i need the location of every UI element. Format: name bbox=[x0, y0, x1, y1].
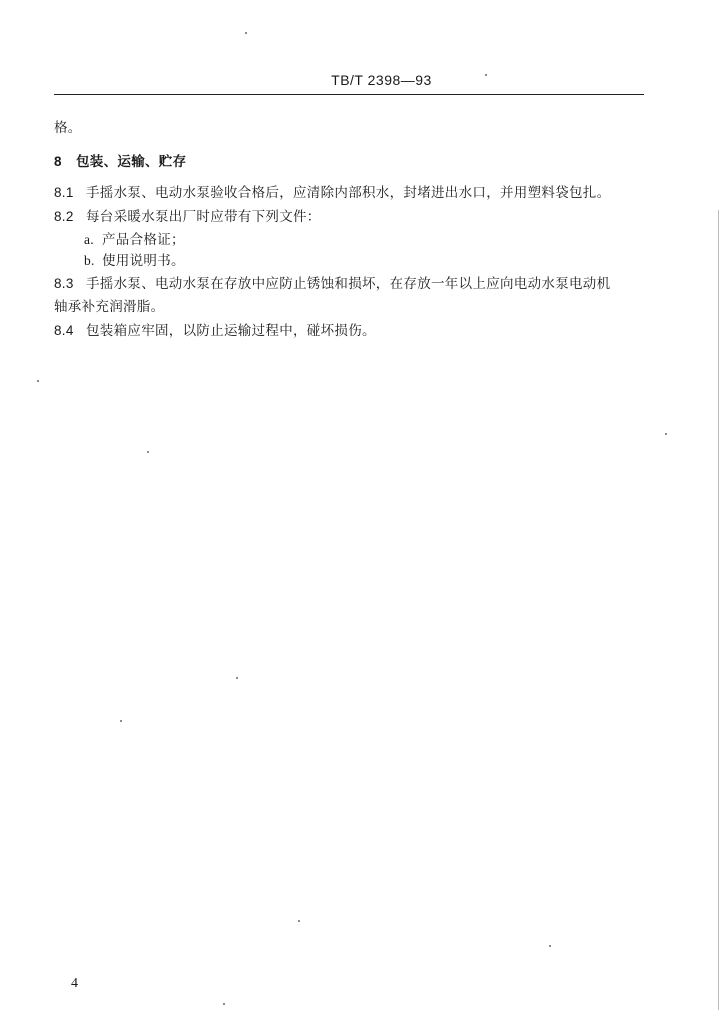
scan-speck bbox=[236, 677, 238, 679]
clause-text: 手摇水泵、电动水泵验收合格后，应清除内部积水，封堵进出水口，并用塑料袋包扎。 bbox=[86, 185, 611, 201]
standard-code: TB/T 2398—93 bbox=[331, 72, 432, 88]
clause-8-3 bbox=[54, 272, 610, 292]
clause-text: 手摇水泵、电动水泵在存放中应防止锈蚀和损坏，在存放一年以上应向电动水泵电动机 bbox=[86, 276, 611, 292]
scan-edge-line bbox=[718, 210, 719, 1010]
scan-speck bbox=[37, 380, 39, 382]
clause-number: 8.3 bbox=[54, 276, 74, 291]
section-heading bbox=[54, 150, 186, 170]
header-rule bbox=[54, 94, 644, 95]
scan-speck bbox=[245, 32, 247, 34]
list-item-text: 产品合格证； bbox=[102, 232, 185, 248]
clause-8-3-continuation: 轴承补充润滑脂。 bbox=[54, 299, 165, 315]
list-item-letter: a. bbox=[84, 232, 94, 247]
section-title: 包装、运输、贮存 bbox=[76, 154, 187, 170]
scan-speck bbox=[485, 74, 487, 76]
clause-number: 8.2 bbox=[54, 209, 74, 224]
clause-number: 8.4 bbox=[54, 323, 74, 338]
page-number: 4 bbox=[71, 976, 78, 991]
scan-speck bbox=[298, 920, 300, 922]
clause-number: 8.1 bbox=[54, 185, 74, 200]
carry-over-text: 格。 bbox=[54, 120, 82, 136]
list-item-letter: b. bbox=[84, 253, 95, 268]
scan-speck bbox=[549, 945, 551, 947]
list-item-text: 使用说明书。 bbox=[102, 253, 185, 269]
clause-8-1 bbox=[54, 181, 610, 201]
clause-8-4 bbox=[54, 319, 376, 339]
clause-text: 每台采暖水泵出厂时应带有下列文件： bbox=[86, 209, 321, 225]
list-item-a bbox=[84, 228, 185, 248]
scan-speck bbox=[665, 433, 667, 435]
clause-8-2 bbox=[54, 205, 321, 225]
scan-speck bbox=[147, 451, 149, 453]
list-item-b bbox=[84, 249, 185, 269]
clause-text: 包装箱应牢固，以防止运输过程中，碰坏损伤。 bbox=[86, 323, 376, 339]
scan-speck bbox=[223, 1003, 225, 1005]
scan-speck bbox=[120, 720, 122, 722]
section-number: 8 bbox=[54, 154, 62, 169]
